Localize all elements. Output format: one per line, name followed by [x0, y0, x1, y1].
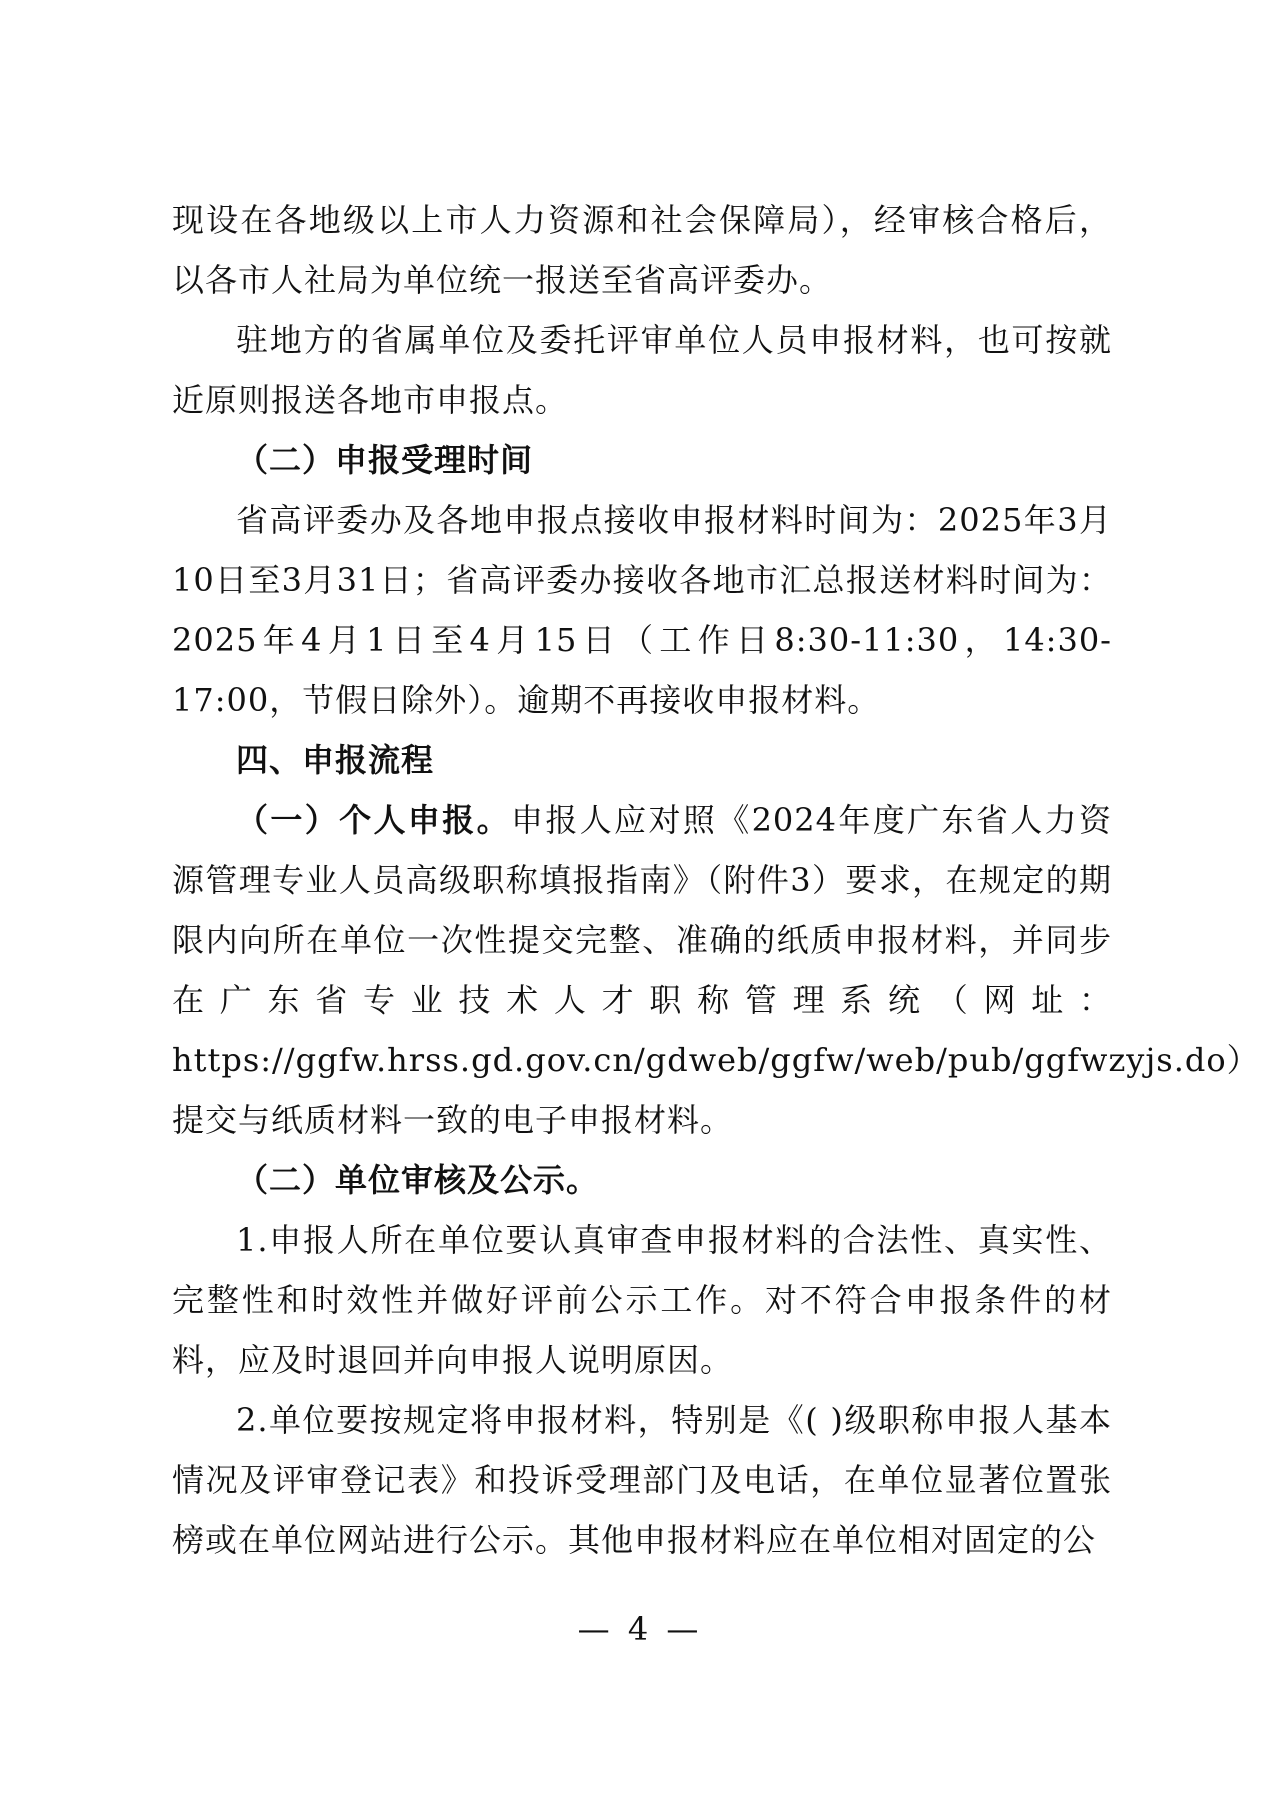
paragraph-acceptance-time: 省高评委办及各地申报点接收申报材料时间为：2025年3月10日至3月31日；省高评委办接收各地市汇总报送材料时间为：2025年4月1日至4月15日（工作日8:30-11:30，14:30-17:00，节假日除外）。逾期不再接收申报材料。 [172, 501, 1112, 719]
document-body [172, 190, 1260, 1570]
paragraph-submission-location: 现设在各地级以上市人力资源和社会保障局），经审核合格后，以各市人社局为单位统一报送至省高评委办。 [172, 201, 1112, 299]
heading-unit-review: （二）单位审核及公示。 [236, 1161, 600, 1199]
paragraph-provincial-units: 驻地方的省属单位及委托评审单位人员申报材料，也可按就近原则报送各地市申报点。 [172, 321, 1112, 419]
paragraph-personal-application [172, 790, 1260, 1150]
page-number: — 4 — [577, 1610, 703, 1648]
paragraph-unit-review-2: 2.单位要按规定将申报材料，特别是《( )级职称申报人基本情况及评审登记表》和投诉受理部门及电话，在单位显著位置张榜或在单位网站进行公示。其他申报材料应在单位相对固定的公 [172, 1401, 1112, 1559]
heading-application-process: 四、申报流程 [236, 741, 435, 779]
personal-application-body: 申报人应对照《2024年度广东省人力资源管理专业人员高级职称填报指南》（附件3）要求，在规定的期限内向所在单位一次性提交完整、准确的纸质申报材料，并同步在广东省专业技术人才职称管理系统（网址：https://ggfw.hrss.gd.gov.cn/gdweb/ggfw/web/pub/ggfwzyjs.do）提交与纸质材料一致的电子申报材料。 [172, 801, 1260, 1139]
heading-acceptance-time: （二）申报受理时间 [236, 441, 534, 479]
personal-application-lead: （一）个人申报。 [236, 801, 511, 839]
paragraph-unit-review-1: 1.申报人所在单位要认真审查申报材料的合法性、真实性、完整性和时效性并做好评前公示工作。对不符合申报条件的材料，应及时退回并向申报人说明原因。 [172, 1221, 1112, 1379]
